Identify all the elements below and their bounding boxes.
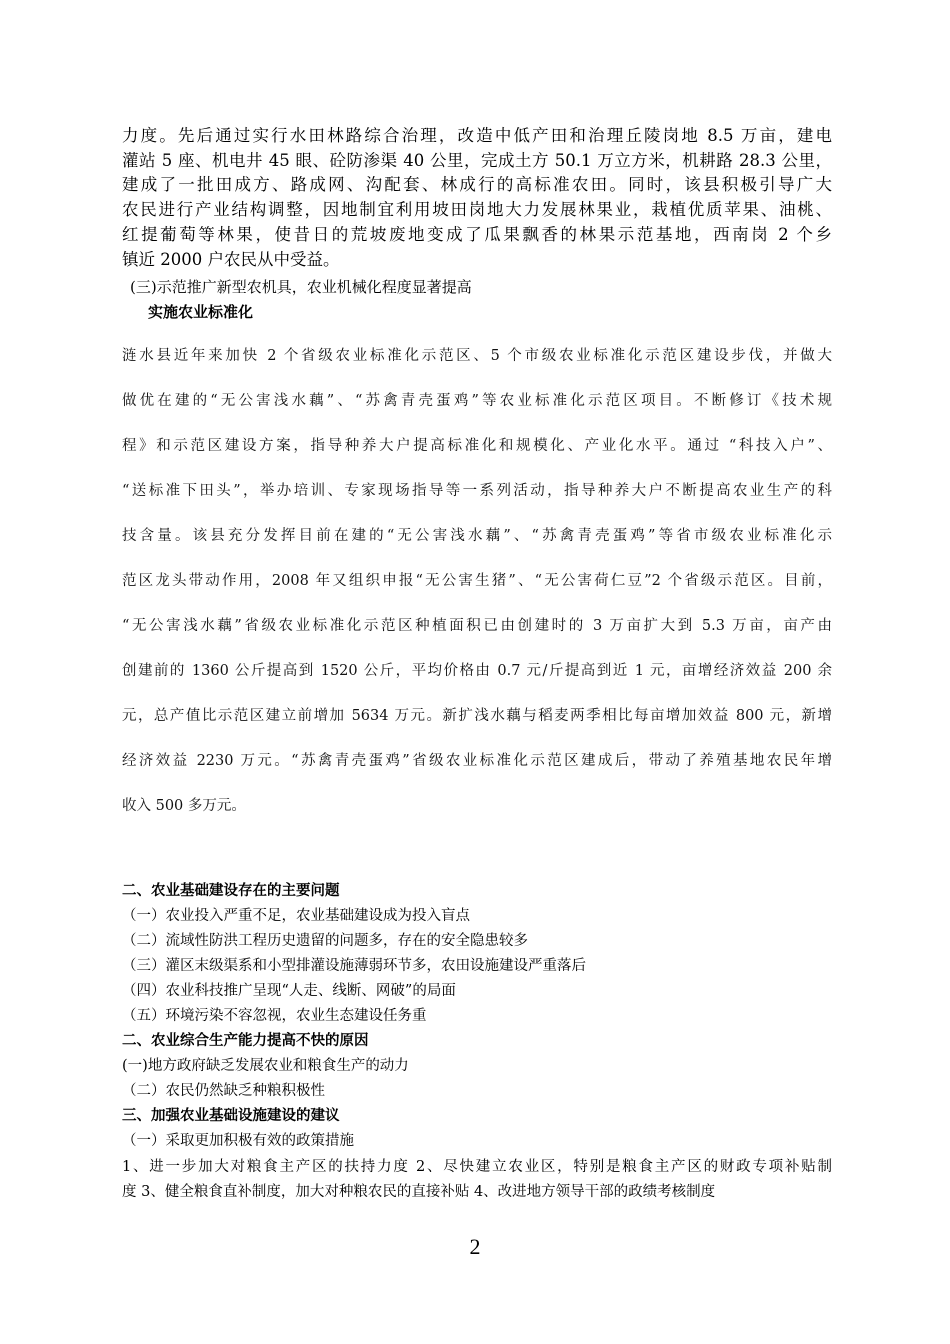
paragraph-farmland-improvement — [122, 124, 832, 272]
paragraph-line: 建成了一批田成方、路成网、沟配套、林成行的高标准农田。同时，该县积极引导广大 — [122, 175, 832, 195]
paragraph-line: 红提葡萄等林果，使昔日的荒坡废地变成了瓜果飘香的林果示范基地，西南岗 2 个乡 — [122, 224, 832, 244]
list-item: （一）农业投入严重不足，农业基础建设成为投入盲点 — [122, 908, 470, 924]
paragraph-line: 涟水县近年来加快 2 个省级农业标准化示范区、5 个市级农业标准化示范区建设步伐，并做大 — [122, 348, 832, 364]
paragraph-line: 力度。先后通过实行水田林路综合治理，改造中低产田和治理丘陵岗地 8.5 万亩，建电 — [122, 126, 832, 145]
paragraph-line: 度 3、健全粮食直补制度，加大对种粮农民的直接补贴 4、改进地方领导干部的政绩考核制度 — [122, 1184, 716, 1200]
paragraph-line: “送标准下田头”，举办培训、专家现场指导等一系列活动，指导种养大户不断提高农业生产的科 — [122, 483, 832, 499]
list-item: （二）农民仍然缺乏种粮积极性 — [122, 1083, 325, 1099]
paragraph-line: 灌站 5 座、机电井 45 眼、砼防渗渠 40 公里，完成土方 50.1 万立方米，机耕路 28.3 公里， — [122, 150, 832, 170]
paragraph-line: 做优在建的“无公害浅水藕”、“苏禽青壳蛋鸡”等农业标准化示范区项目。不断修订《技术规 — [122, 393, 832, 409]
page-number: 2 — [469, 1234, 481, 1259]
section-heading: 二、农业综合生产能力提高不快的原因 — [122, 1032, 369, 1049]
section-heading: 三、加强农业基础设施建设的建议 — [122, 1107, 340, 1124]
paragraph-line: 经济效益 2230 万元。“苏禽青壳蛋鸡”省级农业标准化示范区建成后，带动了养殖基地农民年增 — [122, 753, 832, 769]
list-item: （四）农业科技推广呈现“人走、线断、网破”的局面 — [122, 983, 456, 999]
list-item: （五）环境污染不容忽视，农业生态建设任务重 — [122, 1008, 427, 1024]
list-item: （三）灌区末级渠系和小型排灌设施薄弱环节多，农田设施建设严重落后 — [122, 958, 586, 974]
paragraph-line: 1、进一步加大对粮食主产区的扶持力度 2、尽快建立农业区，特别是粮食主产区的财政专项补贴制 — [122, 1159, 832, 1175]
paragraph-line: 技含量。该县充分发挥目前在建的“无公害浅水藕”、“苏禽青壳蛋鸡”等省市级农业标准化示 — [122, 528, 832, 544]
paragraph-line: 范区龙头带动作用，2008 年又组织申报“无公害生猪”、“无公害荷仁豆”2 个省级示范区。目前， — [122, 573, 832, 589]
list-item: （二）流域性防洪工程历史遗留的问题多，存在的安全隐患较多 — [122, 933, 528, 949]
list-item: (一)地方政府缺乏发展农业和粮食生产的动力 — [122, 1058, 409, 1074]
paragraph-line: “无公害浅水藕”省级农业标准化示范区种植面积已由创建时的 3 万亩扩大到 5.3 万亩，亩产由 — [122, 618, 832, 634]
paragraph-line: 收入 500 多万元。 — [122, 798, 246, 814]
list-item: （一）采取更加积极有效的政策措施 — [122, 1133, 354, 1149]
subheading-mechanization: (三)示范推广新型农机具，农业机械化程度显著提高 — [130, 278, 472, 296]
paragraph-line: 镇近 2000 户农民从中受益。 — [122, 249, 340, 269]
paragraph-line: 农民进行产业结构调整，因地制宜利用坡田岗地大力发展林果业，栽植优质苹果、油桃、 — [122, 200, 832, 220]
paragraph-line: 创建前的 1360 公斤提高到 1520 公斤，平均价格由 0.7 元/斤提高到近 1 元，亩增经济效益 200 余 — [122, 663, 832, 679]
heading-standardization: 实施农业标准化 — [148, 303, 254, 321]
paragraph-line: 程》和示范区建设方案，指导种养大户提高标准化和规模化、产业化水平。通过 “科技入户”、 — [122, 438, 832, 454]
section-heading: 二、农业基础建设存在的主要问题 — [122, 882, 340, 899]
paragraph-line: 元，总产值比示范区建立前增加 5634 万元。新扩浅水藕与稻麦两季相比每亩增加效益 800 元，新增 — [122, 708, 832, 724]
